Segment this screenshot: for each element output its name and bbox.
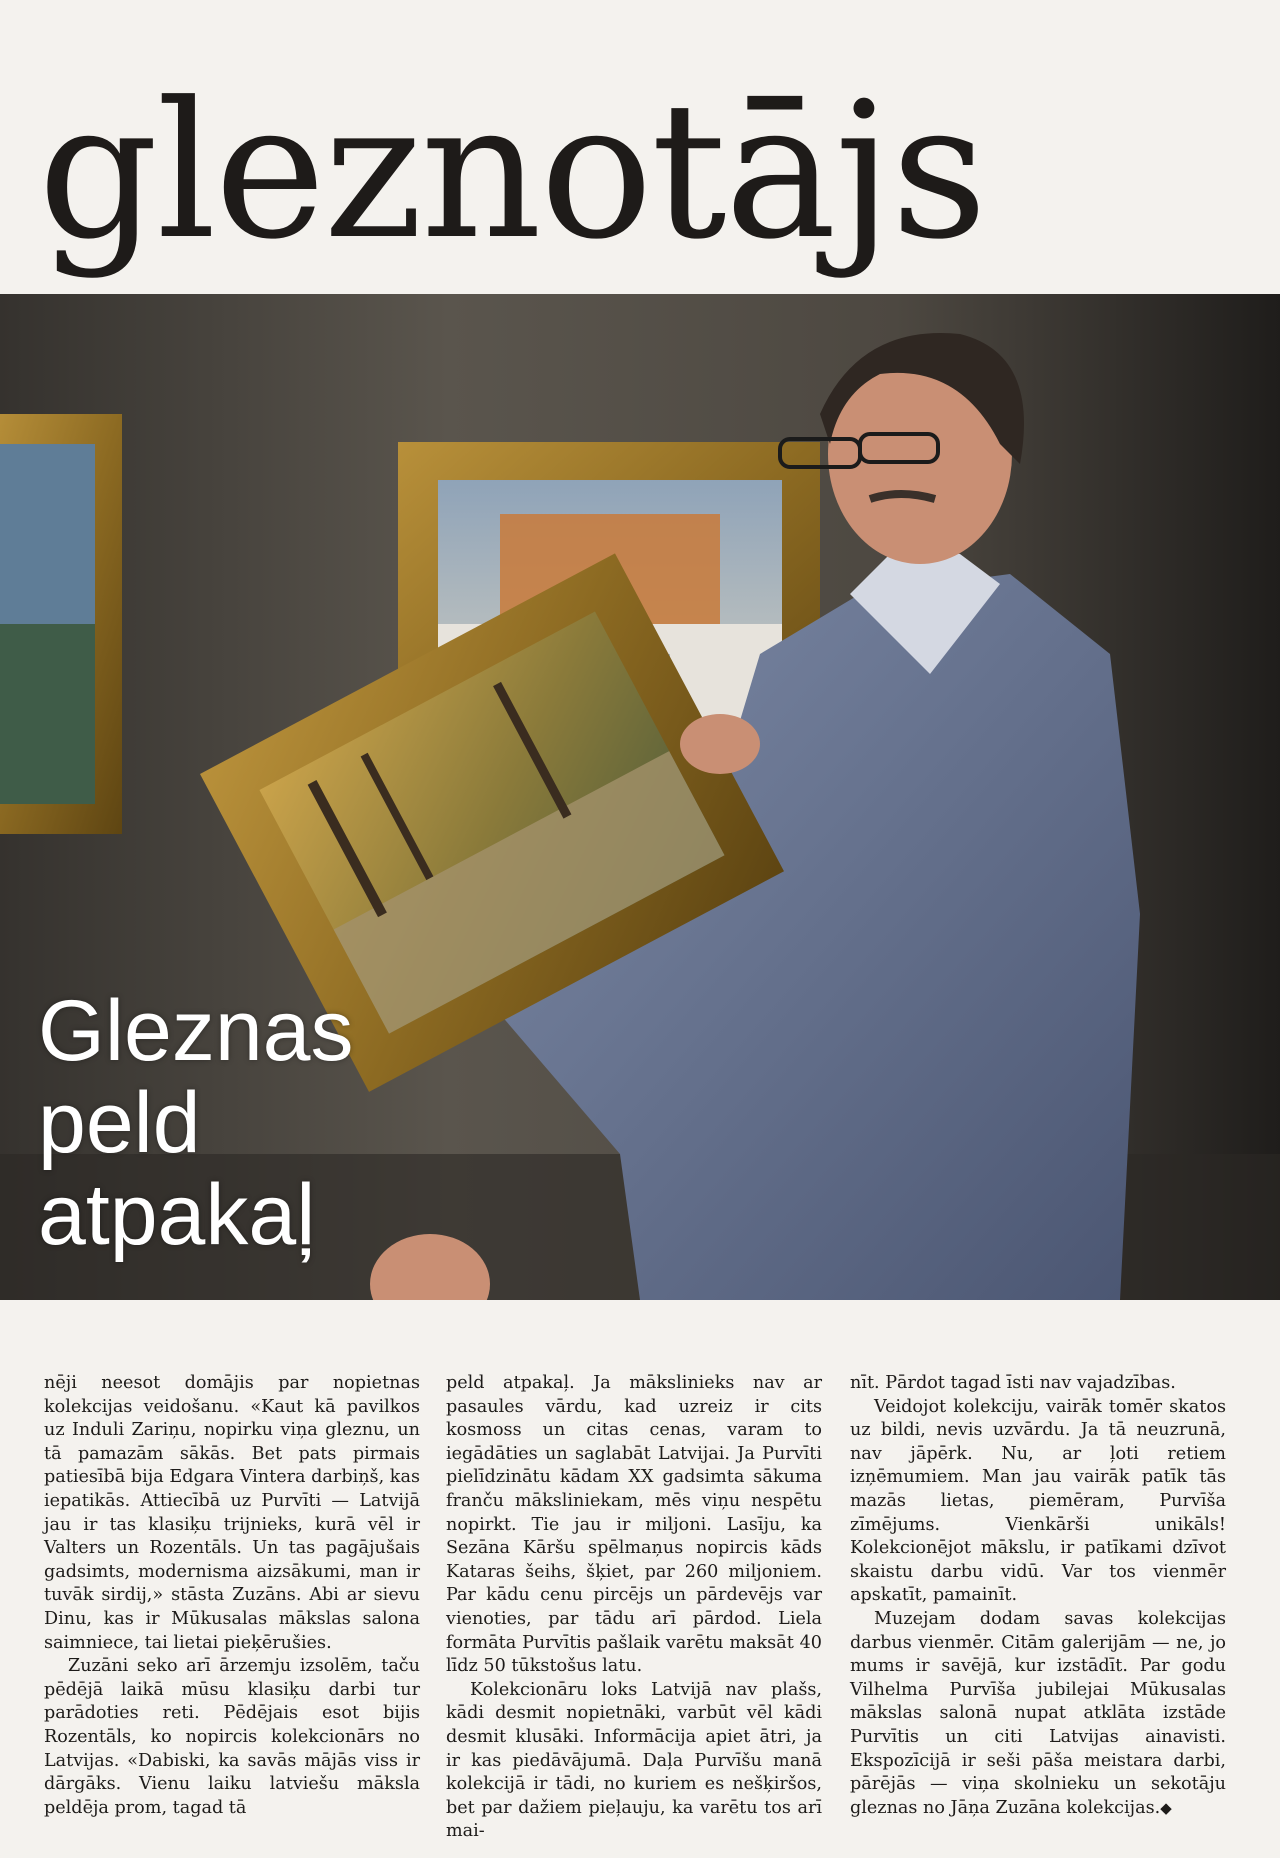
page-title: gleznotājs xyxy=(38,62,986,281)
article-title-line: peld xyxy=(38,1075,201,1171)
paragraph: Zuzāni seko arī ārzemju izsolēm, taču pēdējā laikā mūsu klasiķu darbi tur parādoties reti. Pēdējais esot bijis Rozentāls, ko nopircis kolekcionārs no Latvijas. «Dabiski, ka savās mājās viss ir dārgāks. Vienu laiku latviešu māksla peldēja prom, tagad tā xyxy=(44,1656,420,1818)
article-body xyxy=(44,1372,1244,1842)
column-1 xyxy=(44,1372,420,1820)
paragraph: Kolekcionāru loks Latvijā nav plašs, kādi desmit nopietnāki, varbūt vēl kādi desmit klusāki. Informācija apiet ātri, ja ir kas piedāvājumā. Daļa Purvīšu manā kolekcijā ir tādi, no kuriem es nešķiršos, bet par dažiem pieļauju, ka varētu tos arī mai- xyxy=(446,1679,822,1842)
paragraph: nīt. Pārdot tagad īsti nav vajadzības. xyxy=(850,1373,1176,1393)
end-mark-icon: ◆ xyxy=(1160,1798,1172,1817)
paragraph xyxy=(850,1608,1226,1820)
paragraph: nēji neesot domājis par nopietnas kolekcijas veidošanu. «Kaut kā pavilkos uz Induli Zariņu, nopirku viņa gleznu, un tā pamazām sākās. Bet pats pirmais patiesībā bija Edgara Vintera darbiņš, kas iepatikās. Attiecībā uz Purvīti — Latvijā jau ir tas klasiķu trijnieks, kurā vēl ir Valters un Rozentāls. Un tas pagājušais gadsimts, modernisma aizsākumi, man ir tuvāk sirdij,» stāsta Zuzāns. Abi ar sievu Dinu, kas ir Mūkusalas mākslas salona saimniece, tai lietai pieķērušies. xyxy=(44,1373,420,1653)
collector-photo xyxy=(0,294,1280,1300)
article-title xyxy=(38,985,354,1261)
paragraph-text: Muzejam dodam savas kolekcijas darbus vienmēr. Citām galerijām — ne, jo mums ir savējā, kur izstādīt. Par godu Vilhelma Purvīša jubilejai Mūkusalas mākslas salonā nupat atklāta izstāde Purvītis un citi Latvijas ainavisti. Ekspozīcijā ir seši pāša meistara darbi, pārējās — viņa skolnieku un sekotāju gleznas no Jāņa Zuzāna kolekcijas. xyxy=(850,1608,1226,1818)
column-3 xyxy=(850,1372,1226,1820)
paragraph: peld atpakaļ. Ja mākslinieks nav ar pasaules vārdu, kad uzreiz ir cits kosmoss un citas cenas, varam to iegādāties un saglabāt Latvijai. Ja Purvīti pielīdzinātu kādam XX gadsimta sākuma franču māksliniekam, mēs viņu nespētu nopirkt. Tie jau ir miljoni. Lasīju, ka Sezāna Kāršu spēlmaņus nopircis kāds Kataras šeihs, šķiet, par 260 miljoniem. Par kādu cenu pircējs un pārdevējs var vienoties, par tādu arī pārdod. Liela formāta Purvītis pašlaik varētu maksāt 40 līdz 50 tūkstošus latu. xyxy=(446,1373,822,1677)
article-title-line: Gleznas xyxy=(38,983,354,1079)
article-title-line: atpakaļ xyxy=(38,1167,316,1263)
column-2 xyxy=(446,1372,822,1844)
paragraph: Veidojot kolekciju, vairāk tomēr skatos uz bildi, nevis uzvārdu. Ja tā neuzrunā, nav jāpērk. Nu, ar ļoti retiem izņēmumiem. Man jau vairāk patīk tās mazās lietas, piemēram, Purvīša zīmējums. Vienkārši unikāls! Kolekcionējot mākslu, ir patīkami dzīvot skaistu darbu vidū. Var tos vienmēr apskatīt, pamainīt. xyxy=(850,1396,1226,1606)
